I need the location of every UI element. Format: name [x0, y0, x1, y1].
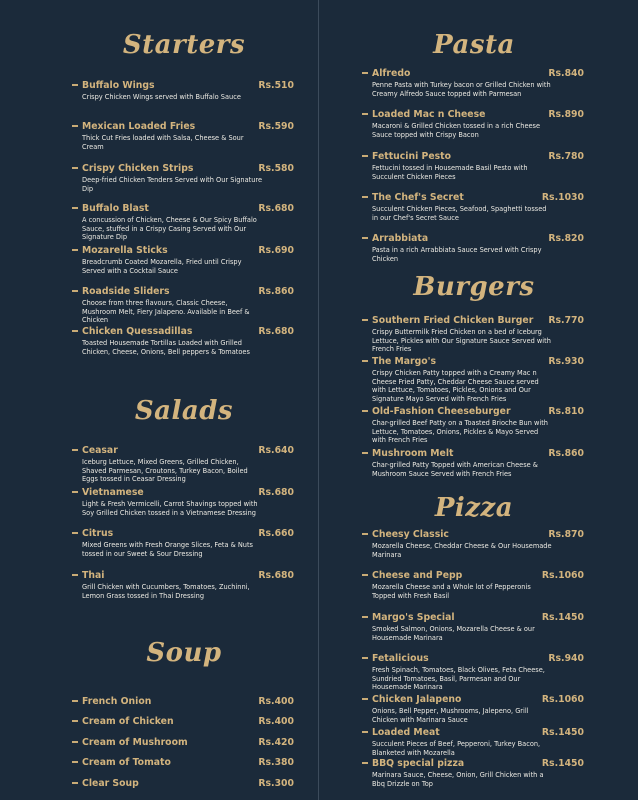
item-description: Crispy Buttermilk Fried Chicken on a bed of Iceburg Lettuce, Pickles with Our Signature Sauce Served with French Fries	[372, 328, 551, 354]
item-name: Mozarella Sticks	[82, 245, 168, 256]
item-price: Rs.680	[258, 570, 294, 581]
bullet-icon	[362, 155, 368, 157]
bullet-icon	[72, 449, 78, 451]
item-description: A concussion of Chicken, Cheese & Our Spicy Buffalo Sauce, stuffed in a Crispy Casing Served with Our Signature Dip	[82, 216, 257, 242]
item-price: Rs.300	[258, 778, 294, 789]
item-name: Roadside Sliders	[82, 286, 170, 297]
bullet-icon	[72, 207, 78, 209]
item-name: The Margo's	[372, 356, 437, 367]
menu-item	[72, 445, 296, 484]
menu-item	[72, 326, 296, 356]
item-name: Cream of Tomato	[82, 757, 171, 768]
item-price: Rs.580	[258, 163, 294, 174]
item-name: Southern Fried Chicken Burger	[372, 315, 534, 326]
menu-item	[72, 487, 296, 517]
item-price: Rs.860	[548, 448, 584, 459]
item-name: Fetalicious	[372, 653, 429, 664]
item-name: Loaded Meat	[372, 727, 440, 738]
item-description: Marinara Sauce, Cheese, Onion, Grill Chicken with a Bbq Drizzle on Top	[372, 771, 544, 788]
bullet-icon	[72, 84, 78, 86]
item-description: Crispy Chicken Patty topped with a Creamy Mac n Cheese Fried Patty, Cheddar Cheese Sauce served with Lettuce, Tomatoes, Pickles, Onions and Our Signature Mayo Served with French Fries	[372, 369, 539, 403]
bullet-icon	[362, 237, 368, 239]
item-name: Cream of Chicken	[82, 716, 174, 727]
menu-item	[362, 356, 586, 403]
item-name: Clear Soup	[82, 778, 139, 789]
bullet-icon	[362, 72, 368, 74]
bullet-icon	[72, 741, 78, 743]
item-price: Rs.770	[548, 315, 584, 326]
bullet-icon	[362, 113, 368, 115]
bullet-icon	[362, 574, 368, 576]
item-price: Rs.380	[258, 757, 294, 768]
item-description: Toasted Housemade Tortillas Loaded with Grilled Chicken, Cheese, Onions, Bell peppers & Tomatoes	[82, 339, 250, 356]
item-price: Rs.680	[258, 487, 294, 498]
item-price: Rs.1450	[541, 612, 584, 623]
item-description: Succulent Chicken Pieces, Seafood, Spaghetti tossed in our Chef's Secret Sauce	[372, 205, 547, 222]
item-description: Penne Pasta with Turkey bacon or Grilled Chicken with Creamy Alfredo Sauce topped with Parmesan	[372, 81, 551, 98]
item-description: Choose from three flavours, Classic Cheese, Mushroom Melt, Fiery Jalapeno. Available in Beef & Chicken	[82, 299, 250, 325]
bullet-icon	[72, 782, 78, 784]
bullet-icon	[72, 574, 78, 576]
item-price: Rs.810	[548, 406, 584, 417]
item-price: Rs.1060	[541, 694, 584, 705]
item-name: Fettucini Pesto	[372, 151, 452, 162]
bullet-icon	[362, 616, 368, 618]
item-price: Rs.680	[258, 203, 294, 214]
bullet-icon	[72, 700, 78, 702]
bullet-icon	[72, 330, 78, 332]
item-price: Rs.820	[548, 233, 584, 244]
item-name: Chicken Quessadillas	[82, 326, 193, 337]
menu-item	[72, 121, 296, 151]
menu-item	[362, 612, 586, 642]
item-description: Crispy Chicken Wings served with Buffalo Sauce	[82, 93, 241, 101]
item-price: Rs.870	[548, 529, 584, 540]
pizza-heading: Pizza	[434, 493, 514, 523]
item-name: Ceasar	[82, 445, 118, 456]
item-price: Rs.420	[258, 737, 294, 748]
item-description: Grill Chicken with Cucumbers, Tomatoes, Zuchinni, Lemon Grass tossed in Thai Dressing	[82, 583, 250, 600]
menu-item	[72, 163, 296, 193]
item-description: Char-grilled Beef Patty on a Toasted Brioche Bun with Lettuce, Tomatoes, Onions, Pickles & Mayo Served with French Fries	[372, 419, 548, 445]
bullet-icon	[72, 290, 78, 292]
item-name: Chicken Jalapeno	[372, 694, 462, 705]
item-description: Onions, Bell Pepper, Mushrooms, Jalepeno, Grill Chicken with Marinara Sauce	[372, 707, 529, 724]
item-name: Old-Fashion Cheeseburger	[372, 406, 511, 417]
bullet-icon	[362, 410, 368, 412]
menu-item	[72, 286, 296, 325]
item-description: Pasta in a rich Arrabbiata Sauce Served with Crispy Chicken	[372, 246, 542, 263]
item-description: Fettucini tossed in Housemade Basil Pesto with Succulent Chicken Pieces	[372, 164, 528, 181]
item-description: Light & Fresh Vermicelli, Carrot Shavings topped with Soy Grilled Chicken tossed in a Vietnamese Dressing	[82, 500, 258, 517]
menu-item	[72, 203, 296, 242]
menu-item	[362, 448, 586, 478]
item-name: Arrabbiata	[372, 233, 429, 244]
item-price: Rs.780	[548, 151, 584, 162]
menu-item	[362, 529, 586, 559]
item-name: French Onion	[82, 696, 152, 707]
item-name: Loaded Mac n Cheese	[372, 109, 486, 120]
item-name: Cheesy Classic	[372, 529, 449, 540]
item-name: Buffalo Wings	[82, 80, 155, 91]
item-price: Rs.1450	[541, 758, 584, 769]
menu-item	[362, 109, 586, 139]
bullet-icon	[362, 533, 368, 535]
menu-item	[362, 653, 586, 692]
item-name: Buffalo Blast	[82, 203, 149, 214]
item-price: Rs.1450	[541, 727, 584, 738]
bullet-icon	[362, 731, 368, 733]
menu-item	[72, 80, 296, 102]
item-price: Rs.400	[258, 696, 294, 707]
item-description: Mozarella Cheese, Cheddar Cheese & Our Housemade Marinara	[372, 542, 552, 559]
menu-item	[72, 737, 296, 749]
bullet-icon	[72, 761, 78, 763]
item-price: Rs.510	[258, 80, 294, 91]
item-name: BBQ special pizza	[372, 758, 465, 769]
menu-item	[362, 68, 586, 98]
item-name: Citrus	[82, 528, 114, 539]
bullet-icon	[362, 319, 368, 321]
menu-item	[72, 528, 296, 558]
menu-item	[362, 315, 586, 354]
bullet-icon	[362, 698, 368, 700]
item-description: Char-grilled Patty Topped with American Cheese & Mushroom Sauce Served with French Fries	[372, 461, 538, 478]
item-price: Rs.590	[258, 121, 294, 132]
item-price: Rs.660	[258, 528, 294, 539]
soup-heading: Soup	[146, 638, 222, 668]
bullet-icon	[72, 167, 78, 169]
item-price: Rs.400	[258, 716, 294, 727]
item-description: Breadcrumb Coated Mozarella, Fried until Crispy Served with a Cocktail Sauce	[82, 258, 242, 275]
item-name: Margo's Special	[372, 612, 455, 623]
menu-item	[362, 151, 586, 181]
item-price: Rs.1030	[541, 192, 584, 203]
item-name: The Chef's Secret	[372, 192, 464, 203]
bullet-icon	[72, 125, 78, 127]
menu-item	[362, 758, 586, 788]
menu-item	[362, 406, 586, 445]
bullet-icon	[72, 249, 78, 251]
item-description: Succulent Pieces of Beef, Pepperoni, Turkey Bacon, Blanketed with Mozarella	[372, 740, 541, 757]
item-name: Thai	[82, 570, 105, 581]
item-price: Rs.1060	[541, 570, 584, 581]
item-price: Rs.690	[258, 245, 294, 256]
item-description: Smoked Salmon, Onions, Mozarella Cheese & our Housemade Marinara	[372, 625, 535, 642]
item-name: Cream of Mushroom	[82, 737, 188, 748]
item-description: Thick Cut Fries loaded with Salsa, Cheese & Sour Cream	[82, 134, 244, 151]
item-name: Alfredo	[372, 68, 411, 79]
bullet-icon	[72, 491, 78, 493]
menu-item	[72, 716, 296, 728]
menu-item	[362, 192, 586, 222]
bullet-icon	[362, 360, 368, 362]
item-name: Mexican Loaded Fries	[82, 121, 196, 132]
column-divider	[318, 0, 319, 800]
item-price: Rs.940	[548, 653, 584, 664]
item-description: Mozarella Cheese and a Whole lot of Pepperonis Topped with Fresh Basil	[372, 583, 531, 600]
menu-item	[362, 694, 586, 724]
item-description: Iceburg Lettuce, Mixed Greens, Grilled Chicken, Shaved Parmesan, Croutons, Turkey Bacon, Boiled Eggs tossed in Ceasar Dressing	[82, 458, 248, 484]
burgers-heading: Burgers	[413, 272, 535, 302]
menu-item	[72, 778, 296, 790]
bullet-icon	[362, 762, 368, 764]
item-name: Vietnamese	[82, 487, 144, 498]
item-name: Crispy Chicken Strips	[82, 163, 194, 174]
item-description: Deep-fried Chicken Tenders Served with Our Signature Dip	[82, 176, 263, 193]
item-price: Rs.930	[548, 356, 584, 367]
starters-heading: Starters	[122, 30, 246, 60]
item-description: Fresh Spinach, Tomatoes, Black Olives, Feta Cheese, Sundried Tomatoes, Basil, Parmesan and Our Housemade Marinara	[372, 666, 545, 692]
item-description: Macaroni & Grilled Chicken tossed in a rich Cheese Sauce topped with Crispy Bacon	[372, 122, 541, 139]
pasta-heading: Pasta	[433, 30, 515, 60]
menu-item	[362, 233, 586, 263]
item-name: Cheese and Pepp	[372, 570, 463, 581]
menu-item	[362, 727, 586, 757]
item-description: Mixed Greens with Fresh Orange Slices, Feta & Nuts tossed in our Sweet & Sour Dressing	[82, 541, 253, 558]
item-price: Rs.860	[258, 286, 294, 297]
item-price: Rs.890	[548, 109, 584, 120]
item-price: Rs.640	[258, 445, 294, 456]
bullet-icon	[362, 196, 368, 198]
item-price: Rs.680	[258, 326, 294, 337]
bullet-icon	[72, 720, 78, 722]
salads-heading: Salads	[134, 396, 234, 426]
menu-item	[72, 570, 296, 600]
bullet-icon	[362, 657, 368, 659]
menu-item	[72, 696, 296, 708]
bullet-icon	[362, 452, 368, 454]
bullet-icon	[72, 532, 78, 534]
item-price: Rs.840	[548, 68, 584, 79]
menu-item	[72, 757, 296, 769]
item-name: Mushroom Melt	[372, 448, 454, 459]
menu-item	[362, 570, 586, 600]
menu-item	[72, 245, 296, 275]
